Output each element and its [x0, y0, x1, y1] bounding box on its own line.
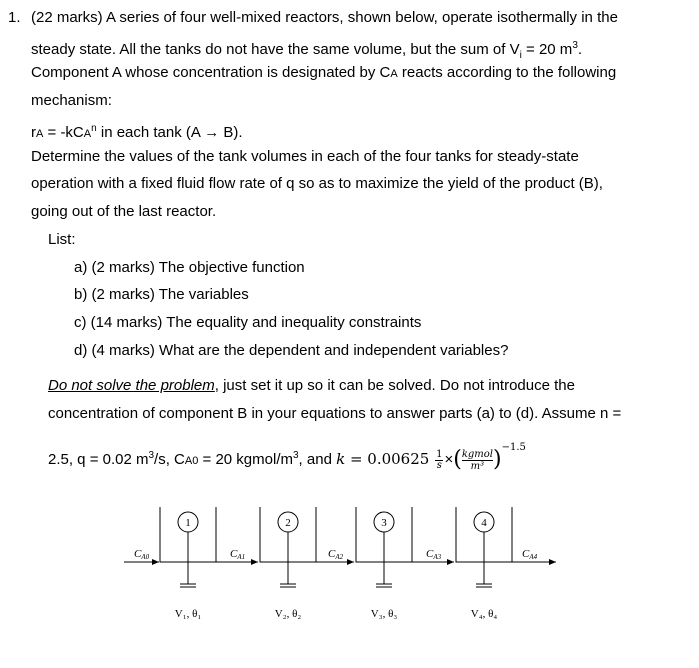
- stream-label-A1: CA1: [230, 548, 246, 561]
- note-line-2: concentration of component B in your equations to answer parts (a) to (d). Assume n =: [48, 405, 622, 422]
- list-item-d: d) (4 marks) What are the dependent and independent variables?: [74, 342, 509, 359]
- per-second-fraction: $\frac{1}{s}$: [436, 448, 443, 471]
- unit-fraction: kgmol m³: [461, 448, 493, 472]
- tank-2-label: 2: [285, 517, 291, 529]
- stream-label-A0: CA0: [134, 548, 150, 561]
- list-item-b: b) (2 marks) The variables: [74, 286, 249, 303]
- volume-label-2: V₂, θ₂: [274, 608, 302, 620]
- stream-label-A4: CA4: [522, 548, 538, 561]
- problem-number: 1.: [8, 9, 21, 26]
- problem-line-8: going out of the last reactor.: [31, 203, 217, 220]
- volume-label-3: V₃, θ₃: [370, 608, 398, 620]
- tank-4-label: 4: [481, 517, 487, 529]
- note-line-1: Do not solve the problem, just set it up so it can be solved. Do not introduce the: [48, 377, 575, 394]
- note-line-3: 2.5, q = 0.02 $m^3/s$, CA0 = 20 kgmol/$m^3$, and k = 0.00625 $\frac{1}{s}$ ×( kgmol m³ )$^{-1.5}$: [48, 442, 526, 473]
- problem-line-4: mechanism:: [31, 92, 112, 109]
- volume-label-1: V₁, θ₁: [174, 608, 202, 620]
- problem-line-3: Component A whose concentration is designated by CA reacts according to the following: [31, 64, 617, 81]
- problem-line-6: Determine the values of the tank volumes in each of the four tanks for steady-state: [31, 148, 579, 165]
- volume-label-4: V₄, θ₄: [470, 608, 498, 620]
- stream-label-A2: CA2: [328, 548, 344, 561]
- stream-label-A3: CA3: [426, 548, 442, 561]
- problem-line-1: (22 marks) A series of four well-mixed reactors, shown below, operate isothermally in the: [31, 9, 618, 26]
- tank-1-label: 1: [185, 517, 191, 529]
- rate-expression: rA = -kCA$^n$ in each tank (A → B).: [31, 123, 243, 141]
- tank-3-label: 3: [381, 517, 387, 529]
- problem-line-7: operation with a fixed fluid flow rate of q so as to maximize the yield of the product (B),: [31, 175, 603, 192]
- do-not-solve-emphasis: Do not solve the problem: [48, 377, 215, 394]
- list-item-a: a) (2 marks) The objective function: [74, 259, 305, 276]
- reactor-series-diagram: [110, 500, 570, 630]
- problem-line-2: steady state. All the tanks do not have the same volume, but the sum of $V_i = 20$ $m^3$.: [31, 40, 583, 61]
- list-title: List:: [48, 231, 76, 248]
- list-item-c: c) (14 marks) The equality and inequality constraints: [74, 314, 422, 331]
